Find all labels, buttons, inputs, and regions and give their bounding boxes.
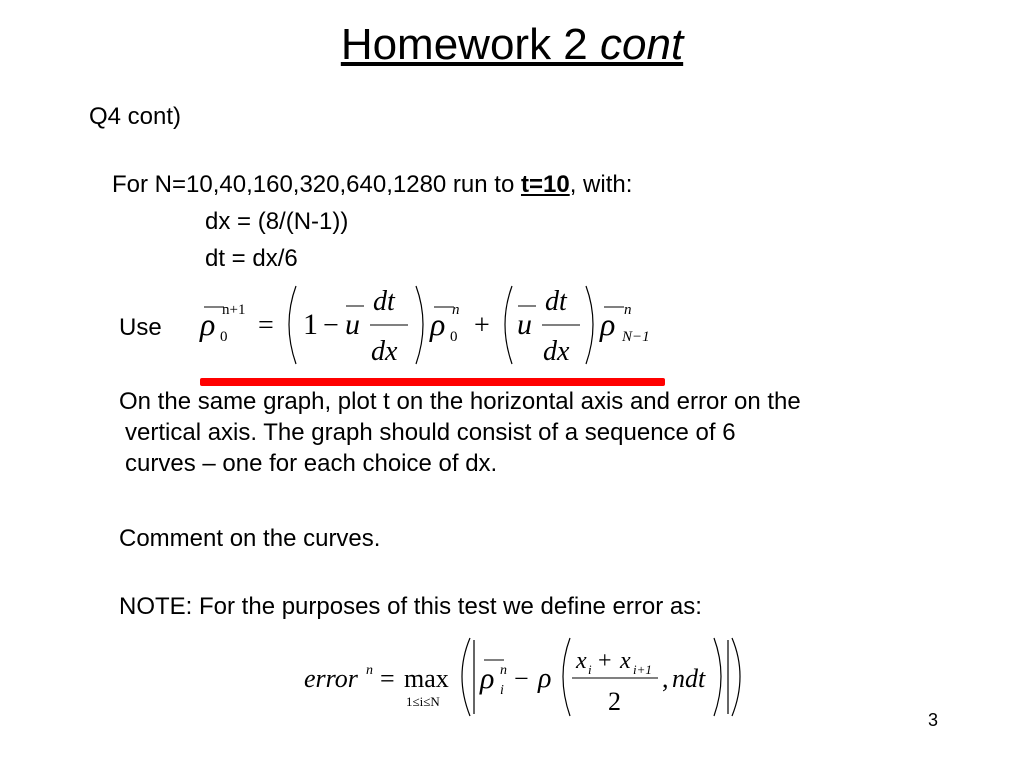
run-prefix: For N=10,40,160,320,640,1280 run to — [112, 171, 521, 198]
highlight-bar — [200, 378, 665, 386]
rho-2-sup: n — [452, 302, 460, 318]
arg-comma: , — [662, 664, 669, 693]
rho-lhs-sup: n+1 — [222, 302, 246, 318]
x-i-sub: i — [588, 662, 592, 677]
dx-denominator-2: dx — [543, 336, 570, 367]
dt-definition: dt = dx/6 — [205, 245, 298, 272]
ndt-term: ndt — [672, 664, 706, 693]
plot-instructions-line-2: vertical axis. The graph should consist of a sequence of 6 — [125, 419, 736, 446]
paren-right-2 — [586, 286, 593, 364]
paren-left-2 — [505, 286, 512, 364]
equals-sign: = — [258, 310, 274, 341]
rho-lhs-sub: 0 — [220, 329, 228, 345]
plot-instructions-line-1: On the same graph, plot t on the horizontal axis and error on the — [119, 388, 801, 415]
paren-outer-right — [732, 638, 740, 716]
title-main: Homework 2 — [340, 20, 600, 69]
use-label: Use — [119, 314, 162, 341]
plot-instructions-line-3: curves – one for each choice of dx. — [125, 450, 498, 477]
rho-3-sup: n — [624, 302, 632, 318]
error-word: error — [304, 664, 358, 693]
paren-inner-right — [714, 638, 721, 716]
slide-title — [0, 20, 1024, 70]
dx-denominator-1: dx — [371, 336, 398, 367]
run-instructions — [112, 169, 632, 200]
error-minus: − — [514, 664, 529, 693]
rho-i: ρ — [480, 662, 495, 695]
run-suffix: , with: — [569, 171, 633, 198]
run-emphasis: t=10 — [520, 171, 570, 198]
minus-sign-1: − — [323, 310, 339, 341]
x-ip1: x — [620, 648, 631, 674]
u-symbol-1: u — [345, 308, 360, 341]
paren-outer-left — [462, 638, 470, 716]
x-i: x — [576, 648, 587, 674]
rho-3-sub: N−1 — [622, 329, 650, 345]
plus-sign: + — [474, 310, 490, 341]
x-plus: + — [598, 648, 612, 674]
paren-inner-left — [563, 638, 570, 716]
max-operator: max — [404, 664, 449, 693]
question-label: Q4 cont) — [89, 103, 182, 130]
rho-exact: ρ — [538, 663, 552, 694]
error-sup: n — [366, 663, 373, 678]
paren-left-1 — [289, 286, 296, 364]
rho-2-sub: 0 — [450, 329, 458, 345]
update-equation — [190, 278, 670, 374]
note-text: NOTE: For the purposes of this test we define error as: — [119, 593, 702, 620]
x-ip1-sub: i+1 — [633, 662, 652, 677]
rho-3: ρ — [600, 306, 616, 342]
comment-instruction: Comment on the curves. — [119, 525, 381, 552]
dt-numerator-2: dt — [545, 286, 567, 317]
error-equals: = — [380, 664, 395, 693]
rho-i-sup: n — [500, 663, 507, 678]
max-range: 1≤i≤N — [406, 694, 440, 709]
page-number: 3 — [927, 710, 938, 730]
error-equation — [300, 630, 750, 724]
rho-i-sub: i — [500, 683, 504, 698]
title-italic: cont — [600, 20, 684, 69]
u-symbol-2: u — [517, 308, 532, 341]
dx-definition: dx = (8/(N-1)) — [205, 208, 349, 235]
rho-2: ρ — [430, 306, 446, 342]
one-digit: 1 — [303, 308, 318, 341]
rho-lhs: ρ — [200, 306, 216, 342]
paren-right-1 — [416, 286, 423, 364]
denominator-two: 2 — [608, 687, 621, 716]
dt-numerator-1: dt — [373, 286, 395, 317]
